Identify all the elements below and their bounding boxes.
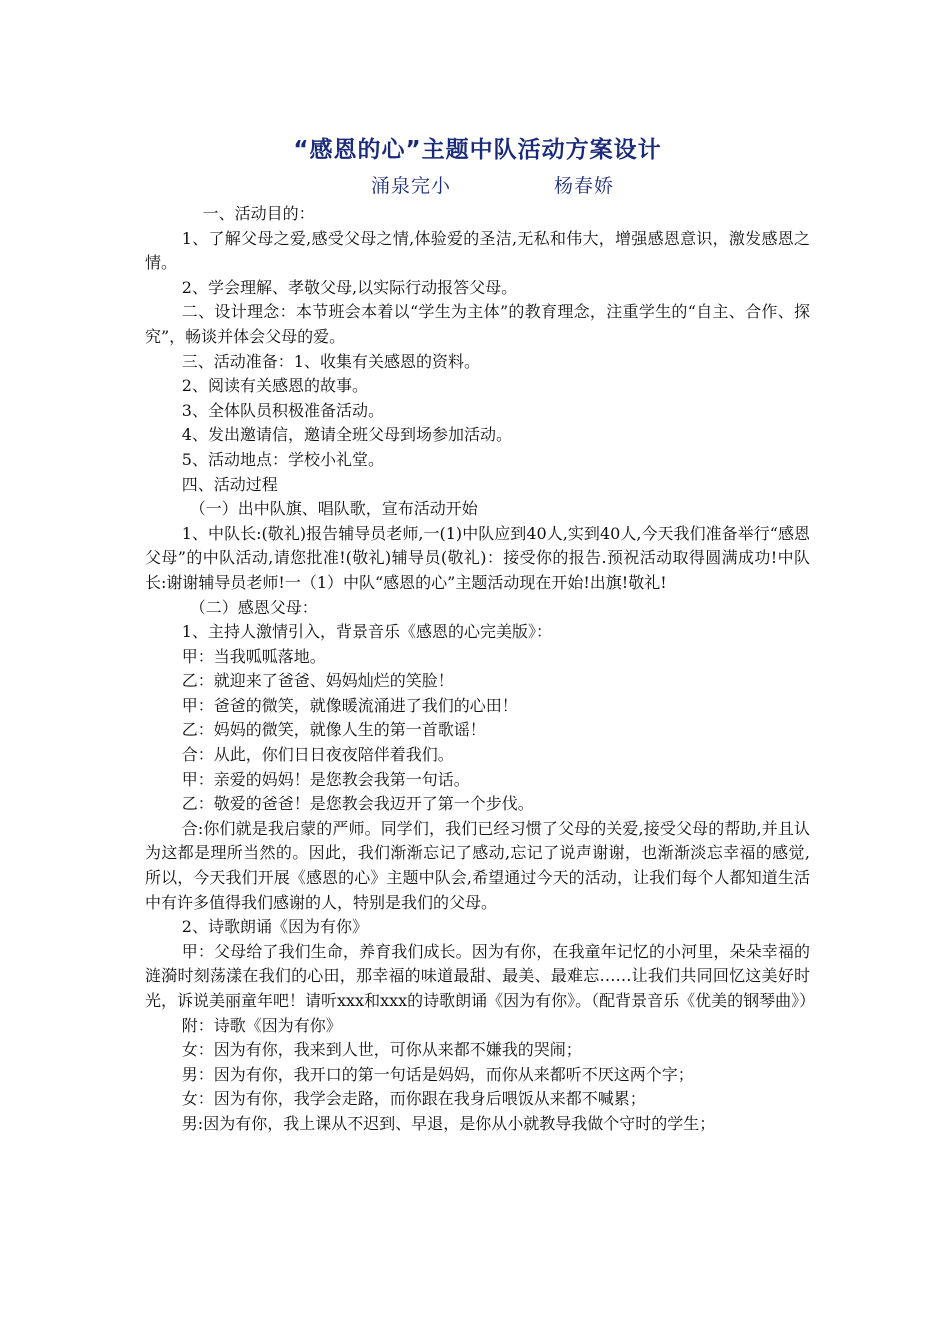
paragraph: 乙：敬爱的爸爸！是您教会我迈开了第一个步伐。 bbox=[181, 794, 534, 814]
paragraph: 4、发出邀请信，邀请全班父母到场参加活动。 bbox=[181, 425, 512, 445]
paragraph: 3、全体队员积极准备活动。 bbox=[181, 400, 384, 420]
document-title: “感恩的心”主题中队活动方案设计 bbox=[293, 137, 662, 163]
paragraph: 1、主持人激情引入，背景音乐《感恩的心完美版》： bbox=[181, 622, 552, 642]
paragraph: 2、诗歌朗诵《因为有你》 bbox=[181, 917, 368, 937]
paragraph: 女：因为有你，我来到人世，可你从来都不嫌我的哭闹； bbox=[181, 1040, 582, 1060]
paragraph: 甲：爸爸的微笑，就像暖流涌进了我们的心田！ bbox=[181, 695, 518, 715]
paragraph: 女：因为有你，我学会走路，而你跟在我身后喂饭从来都不喊累； bbox=[181, 1089, 646, 1109]
paragraph: 1、中队长:(敬礼)报告辅导员老师,一(1)中队应到40人,实到40人,今天我们准备举行“感恩父母”的中队活动,请您批准!(敬礼)辅导员(敬礼)：接受你的报告.预祝活动取得圆满成功!中队长:谢谢辅导员老师!一（1）中队“感恩的心”主题活动现在开始!出旗!敬礼! bbox=[145, 523, 810, 592]
paragraph: 二、设计理念：本节班会本着以“学生为主体”的教育理念，注重学生的“自主、合作、探究”，畅谈并体会父母的爱。 bbox=[145, 302, 810, 346]
paragraph: 2、学会理解、孝敬父母,以实际行动报答父母。 bbox=[181, 277, 518, 297]
paragraph: 一、活动目的： bbox=[202, 204, 315, 223]
paragraph: 甲：父母给了我们生命，养育我们成长。因为有你，在我童年记忆的小河里，朵朵幸福的涟漪时刻荡漾在我们的心田，那幸福的味道最甜、最美、最难忘……让我们共同回忆这美好时光，诉说美丽童年吧！请听xxx和xxx的诗歌朗诵《因为有你》。（配背景音乐《优美的钢琴曲》） bbox=[145, 941, 816, 1010]
paragraph: 男：因为有你，我开口的第一句话是妈妈，而你从来都听不厌这两个字； bbox=[181, 1064, 694, 1084]
paragraph: 2、阅读有关感恩的故事。 bbox=[181, 376, 368, 396]
paragraph: 5、活动地点：学校小礼堂。 bbox=[181, 449, 384, 469]
byline bbox=[175, 170, 810, 202]
paragraph: （二）感恩父母： bbox=[189, 597, 318, 617]
paragraph: 甲：亲爱的妈妈！是您教会我第一句话。 bbox=[181, 769, 470, 789]
school-name: 涌泉完小 bbox=[370, 175, 451, 197]
paragraph: （一）出中队旗、唱队歌，宣布活动开始 bbox=[189, 499, 478, 519]
paragraph: 1、了解父母之爱,感受父母之情,体验爱的圣洁,无私和伟大，增强感恩意识，激发感恩之情。 bbox=[145, 228, 810, 273]
paragraph: 甲：当我呱呱落地。 bbox=[181, 646, 326, 666]
paragraph: 三、活动准备：1、收集有关感恩的资料。 bbox=[181, 351, 480, 371]
paragraph: 合：从此，你们日日夜夜陪伴着我们。 bbox=[181, 745, 454, 765]
paragraph: 四、活动过程 bbox=[181, 474, 278, 494]
paragraph: 乙：就迎来了爸爸、妈妈灿烂的笑脸！ bbox=[181, 671, 454, 691]
paragraph: 乙：妈妈的微笑，就像人生的第一首歌谣！ bbox=[181, 720, 486, 740]
paragraph: 合:你们就是我启蒙的严师。同学们，我们已经习惯了父母的关爱,接受父母的帮助,并且认为这都是理所当然的。因此，我们渐渐忘记了感动,忘记了说声谢谢，也渐渐淡忘幸福的感觉,所以，今天我们开展《感恩的心》主题中队会,希望通过今天的活动，让我们每个人都知道生活中有许多值得我们感谢的人，特别是我们的父母。 bbox=[145, 818, 810, 912]
author-name: 杨春娇 bbox=[554, 175, 615, 197]
paragraph: 附：诗歌《因为有你》 bbox=[181, 1015, 342, 1035]
document-body bbox=[145, 202, 816, 1137]
paragraph: 男:因为有你，我上课从不迟到、早退，是你从小就教导我做个守时的学生； bbox=[181, 1113, 716, 1133]
